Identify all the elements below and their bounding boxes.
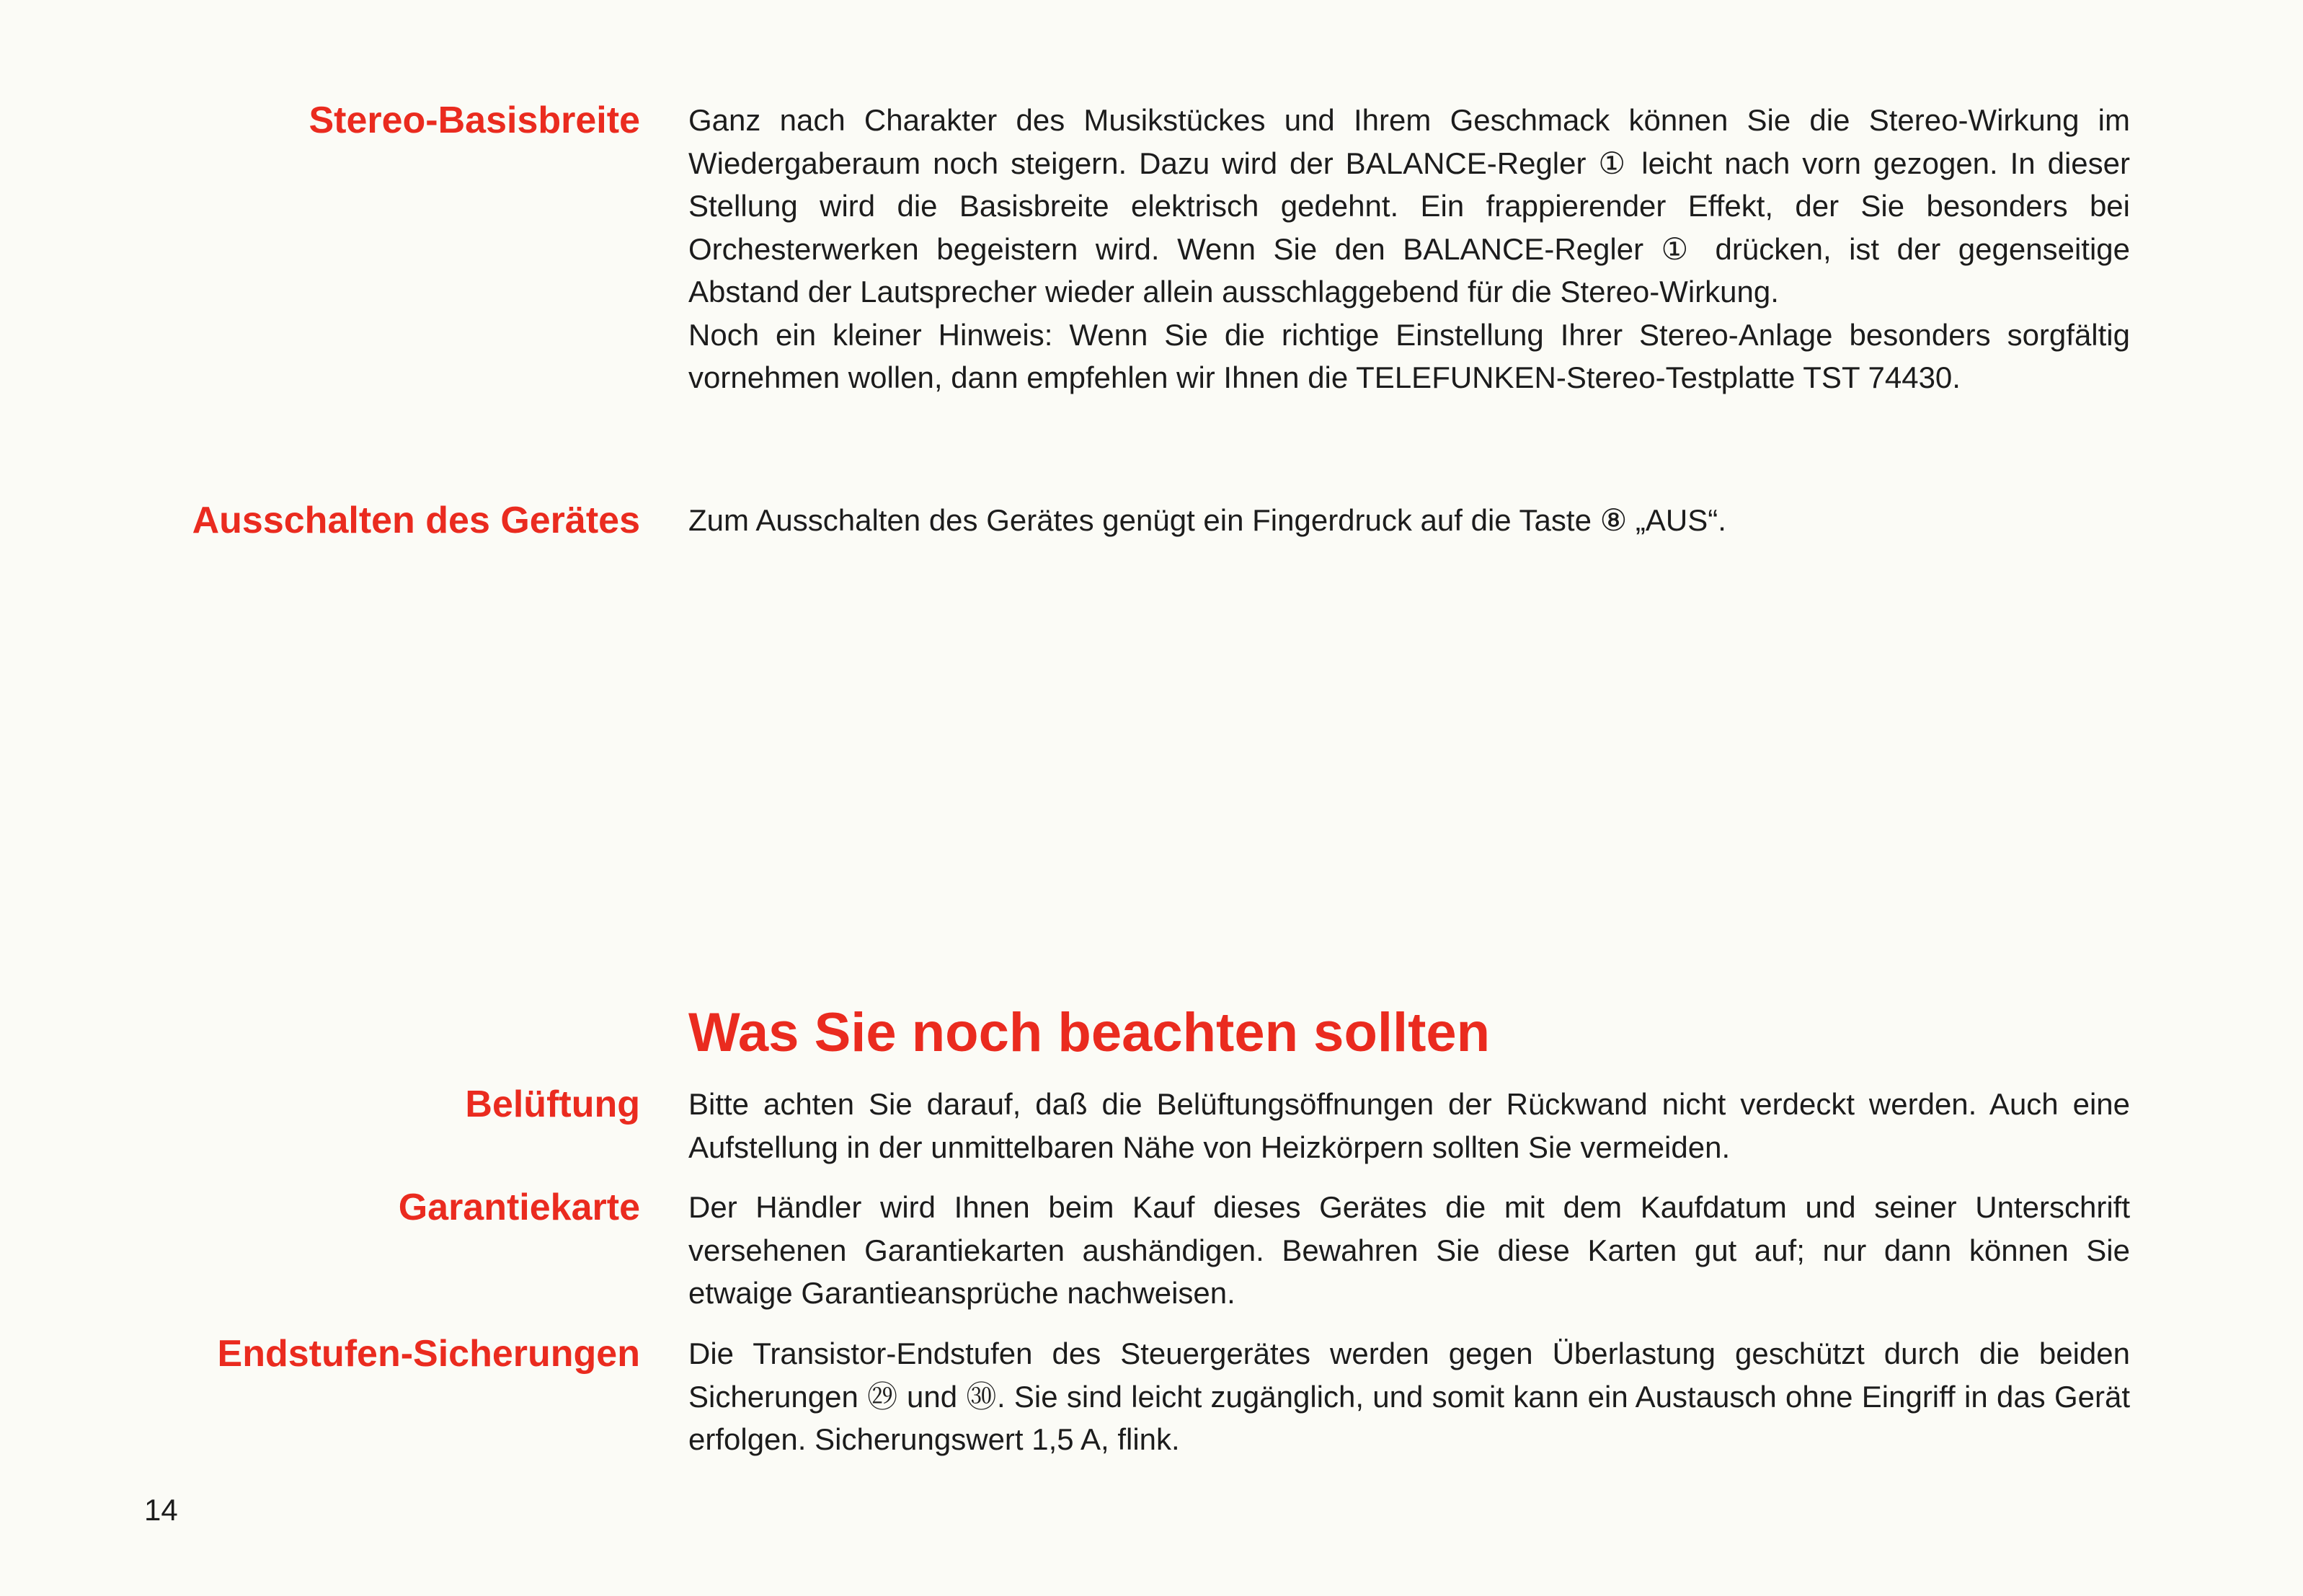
page-number: 14 <box>144 1493 178 1527</box>
paragraph: Noch ein kleiner Hinweis: Wenn Sie die richtige Einstellung Ihrer Stereo-Anlage besonders sorgfältig vornehmen wollen, dann empfehlen wir Ihnen die TELEFUNKEN-Stereo-Testplatte TST 74430. <box>688 317 2130 394</box>
section-body <box>688 499 2130 542</box>
paragraph: Bitte achten Sie darauf, daß die Belüftungsöffnungen der Rückwand nicht verdeckt werden. Auch eine Aufstellung in der unmittelbaren Nähe von Heizkörpern sollten Sie vermeiden. <box>688 1087 2130 1164</box>
page-heading: Was Sie noch beachten sollten <box>688 1002 1491 1063</box>
section-body <box>688 1083 2130 1169</box>
section-label: Garantiekarte <box>398 1187 640 1228</box>
section-label: Stereo-Basisbreite <box>309 99 640 141</box>
paragraph: Die Transistor-Endstufen des Steuergerätes werden gegen Überlastung geschützt durch die beiden Sicherungen ㉙ und ㉚. Sie sind leicht zugänglich, und somit kann ein Austausch ohne Eingriff in das Gerät erfolgen. Sicherungswert 1,5 A, flink. <box>688 1336 2130 1456</box>
paragraph: Zum Ausschalten des Gerätes genügt ein Fingerdruck auf die Taste ⑧ „AUS“. <box>688 503 1726 537</box>
section-label: Ausschalten des Gerätes <box>192 500 640 541</box>
section-body <box>688 1186 2130 1315</box>
section-body <box>688 1332 2130 1461</box>
section-label: Endstufen-Sicherungen <box>217 1333 640 1375</box>
section-label: Belüftung <box>465 1083 640 1125</box>
paragraph: Der Händler wird Ihnen beim Kauf dieses Gerätes die mit dem Kaufdatum und seiner Unterschrift versehenen Garantiekarten aushändigen. Bewahren Sie diese Karten gut auf; nur dann können Sie etwaige Garantieansprüche nachweisen. <box>688 1190 2130 1310</box>
paragraph: Ganz nach Charakter des Musikstückes und Ihrem Geschmack können Sie die Stereo-Wirkung im Wiedergaberaum noch steigern. Dazu wird der BALANCE-Regler ① leicht nach vorn gezogen. In dieser Stellung wird die Basisbreite elektrisch gedehnt. Ein frappierender Effekt, der Sie besonders bei Orchesterwerken begeistern wird. Wenn Sie den BALANCE-Regler ① drücken, ist der gegenseitige Abstand der Lautsprecher wieder allein ausschlaggebend für die Stereo-Wirkung. <box>688 103 2130 309</box>
section-body <box>688 99 2130 399</box>
